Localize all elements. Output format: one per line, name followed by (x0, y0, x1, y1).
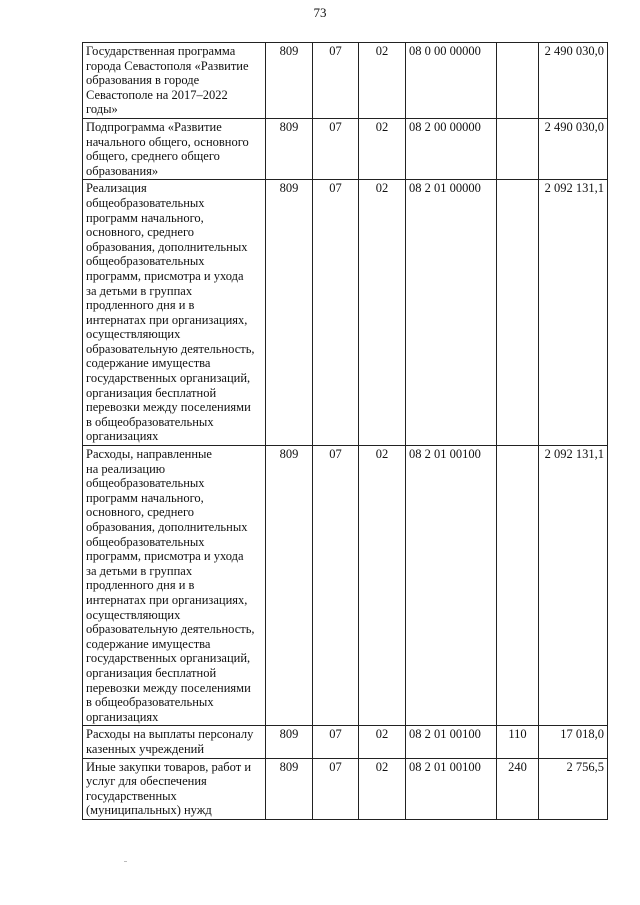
table-row (83, 118, 608, 179)
table-row (83, 180, 608, 446)
table-row (83, 726, 608, 758)
subsection-code: 02 (359, 43, 406, 119)
subsection-code: 02 (359, 180, 406, 446)
expense-type-code (497, 118, 539, 179)
expense-type-code: 240 (497, 758, 539, 819)
amount: 17 018,0 (539, 726, 608, 758)
grbs-code: 809 (266, 446, 313, 726)
grbs-code: 809 (266, 758, 313, 819)
expense-type-code (497, 43, 539, 119)
table-row (83, 43, 608, 119)
subsection-code: 02 (359, 118, 406, 179)
target-article-code: 08 2 01 00100 (406, 758, 497, 819)
grbs-code: 809 (266, 43, 313, 119)
section-code: 07 (313, 726, 359, 758)
target-article-code: 08 2 01 00100 (406, 726, 497, 758)
expense-type-code (497, 180, 539, 446)
row-name: Подпрограмма «Развитие начального общего, основного общего, среднего общего образования» (83, 118, 266, 179)
amount: 2 092 131,1 (539, 446, 608, 726)
row-name: Иные закупки товаров, работ и услуг для обеспечения государственных (муниципальных) нужд (83, 758, 266, 819)
amount: 2 092 131,1 (539, 180, 608, 446)
table-row (83, 758, 608, 819)
target-article-code: 08 2 01 00100 (406, 446, 497, 726)
expense-type-code (497, 446, 539, 726)
grbs-code: 809 (266, 726, 313, 758)
section-code: 07 (313, 43, 359, 119)
target-article-code: 08 2 00 00000 (406, 118, 497, 179)
expense-type-code: 110 (497, 726, 539, 758)
scan-artifact (124, 861, 127, 862)
section-code: 07 (313, 118, 359, 179)
budget-table (82, 42, 608, 820)
amount: 2 756,5 (539, 758, 608, 819)
grbs-code: 809 (266, 180, 313, 446)
row-name: Реализация общеобразовательных программ начального, основного, среднего образования, дополнительных общеобразовательных программ, присмотра и ухода за детьми в группах продленного дня и в интернатах при организациях, осуществляющих образовательную деятельность, содержание имущества государственных организаций, организация бесплатной перевозки между поселениями в общеобразовательных организациях (83, 180, 266, 446)
page-number: 73 (313, 5, 327, 20)
target-article-code: 08 0 00 00000 (406, 43, 497, 119)
amount: 2 490 030,0 (539, 118, 608, 179)
row-name: Государственная программа города Севастополя «Развитие образования в городе Севастополе на 2017–2022 годы» (83, 43, 266, 119)
section-code: 07 (313, 446, 359, 726)
subsection-code: 02 (359, 726, 406, 758)
grbs-code: 809 (266, 118, 313, 179)
amount: 2 490 030,0 (539, 43, 608, 119)
target-article-code: 08 2 01 00000 (406, 180, 497, 446)
section-code: 07 (313, 180, 359, 446)
subsection-code: 02 (359, 446, 406, 726)
table-row (83, 446, 608, 726)
row-name: Расходы, направленные на реализацию общеобразовательных программ начального, основного, среднего образования, дополнительных общеобразовательных программ, присмотра и ухода за детьми в группах продленного дня и в интернатах при организациях, осуществляющих образовательную деятельность, содержание имущества государственных организаций, организация бесплатной перевозки между поселениями в общеобразовательных организациях (83, 446, 266, 726)
subsection-code: 02 (359, 758, 406, 819)
section-code: 07 (313, 758, 359, 819)
row-name: Расходы на выплаты персоналу казенных учреждений (83, 726, 266, 758)
